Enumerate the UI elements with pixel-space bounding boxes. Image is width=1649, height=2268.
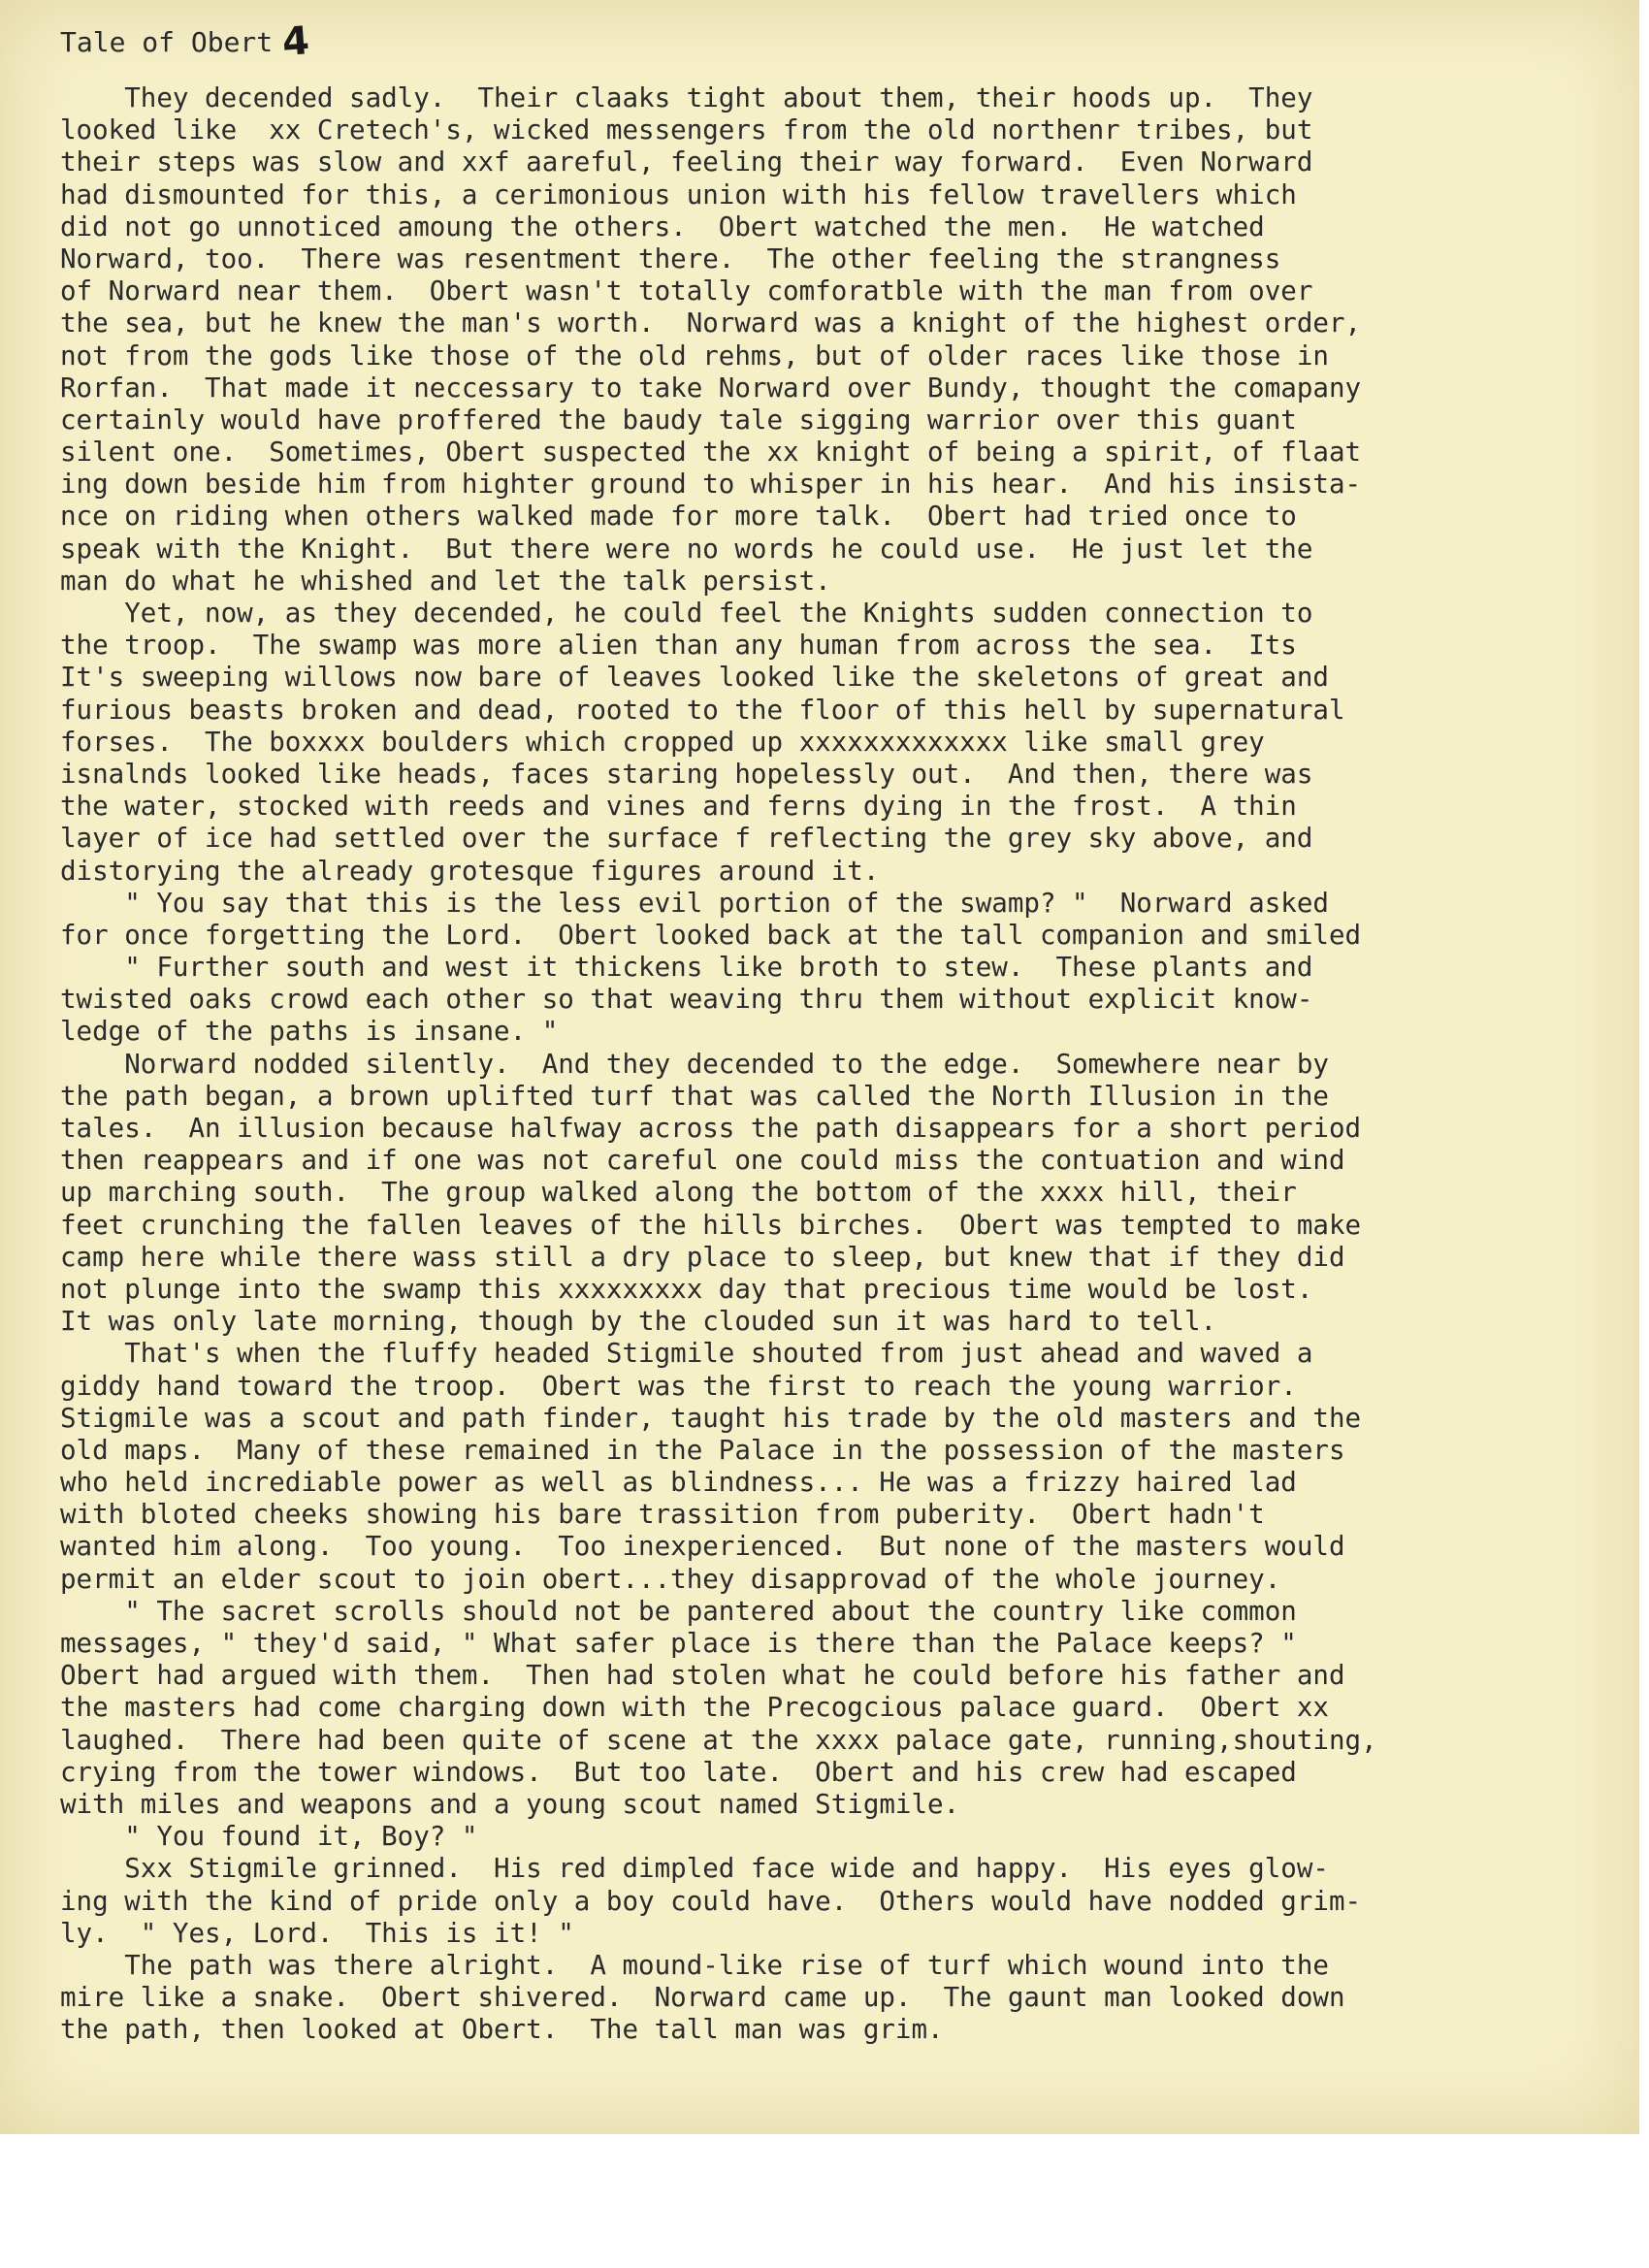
page-header: [60, 19, 309, 64]
text-line: " The sacret scrolls should not be pantered about the country like common: [60, 1595, 1297, 1627]
text-line: " You found it, Boy? ": [60, 1821, 478, 1853]
text-line: forses. The boxxxx boulders which cropped up xxxxxxxxxxxxx like small grey: [60, 726, 1265, 758]
text-line: twisted oaks crowd each other so that weaving thru them without explicit know-: [60, 984, 1313, 1016]
text-line: their steps was slow and xxf aareful, feeling their way forward. Even Norward: [60, 146, 1313, 178]
text-line: up marching south. The group walked along the bottom of the xxxx hill, their: [60, 1177, 1297, 1209]
text-line: Obert had argued with them. Then had stolen what he could before his father and: [60, 1660, 1345, 1692]
text-line: " You say that this is the less evil portion of the swamp? " Norward asked: [60, 887, 1329, 919]
text-line: Norward, too. There was resentment there. The other feeling the strangness: [60, 243, 1281, 275]
text-line: Yet, now, as they decended, he could feel the Knights sudden connection to: [60, 598, 1313, 629]
text-line: crying from the tower windows. But too late. Obert and his crew had escaped: [60, 1756, 1297, 1788]
text-line: mire like a snake. Obert shivered. Norward came up. The gaunt man looked down: [60, 1982, 1345, 2014]
text-line: messages, " they'd said, " What safer place is there than the Palace keeps? ": [60, 1628, 1297, 1659]
text-line: ing with the kind of pride only a boy could have. Others would have nodded grim-: [60, 1885, 1362, 1917]
text-line: then reappears and if one was not careful one could miss the contuation and wind: [60, 1145, 1345, 1177]
text-line: tales. An illusion because halfway across the path disappears for a short period: [60, 1113, 1362, 1144]
text-line: the troop. The swamp was more alien than any human from across the sea. Its: [60, 630, 1297, 662]
page-number: 4: [280, 18, 311, 65]
text-line: giddy hand toward the troop. Obert was the first to reach the young warrior.: [60, 1370, 1297, 1402]
text-line: permit an elder scout to join obert...they disapprovad of the whole journey.: [60, 1563, 1281, 1595]
text-line: furious beasts broken and dead, rooted to the floor of this hell by supernatural: [60, 694, 1345, 726]
text-line: feet crunching the fallen leaves of the hills birches. Obert was tempted to make: [60, 1209, 1362, 1241]
text-line: not from the gods like those of the old rehms, but of older races like those in: [60, 340, 1329, 372]
text-line: silent one. Sometimes, Obert suspected the xx knight of being a spirit, of flaat: [60, 437, 1362, 469]
text-line: It's sweeping willows now bare of leaves looked like the skeletons of great and: [60, 662, 1329, 694]
typed-story-text: [60, 82, 1622, 2046]
text-line: man do what he whished and let the talk persist.: [60, 565, 831, 597]
text-line: ly. " Yes, Lord. This is it! ": [60, 1917, 574, 1949]
text-line: wanted him along. Too young. Too inexperienced. But none of the masters would: [60, 1531, 1345, 1563]
document-title: Tale of Obert: [60, 25, 274, 58]
text-line: ledge of the paths is insane. ": [60, 1016, 559, 1048]
text-line: That's when the fluffy headed Stigmile shouted from just ahead and waved a: [60, 1338, 1313, 1370]
text-line: They decended sadly. Their claaks tight about them, their hoods up. They: [60, 82, 1313, 113]
text-line: isnalnds looked like heads, faces staring hopelessly out. And then, there was: [60, 758, 1313, 790]
text-line: old maps. Many of these remained in the Palace in the possession of the masters: [60, 1434, 1345, 1466]
text-line: certainly would have proffered the baudy tale sigging warrior over this guant: [60, 404, 1297, 436]
text-line: the water, stocked with reeds and vines and ferns dying in the frost. A thin: [60, 791, 1297, 823]
text-line: the sea, but he knew the man's worth. Norward was a knight of the highest order,: [60, 308, 1362, 340]
text-line: for once forgetting the Lord. Obert looked back at the tall companion and smiled: [60, 919, 1362, 951]
text-line: Sxx Stigmile grinned. His red dimpled face wide and happy. His eyes glow-: [60, 1853, 1329, 1885]
text-line: the path, then looked at Obert. The tall man was grim.: [60, 2014, 944, 2046]
text-line: distorying the already grotesque figures around it.: [60, 855, 880, 887]
text-line: of Norward near them. Obert wasn't totally comforatble with the man from over: [60, 275, 1313, 308]
text-line: not plunge into the swamp this xxxxxxxxx day that precious time would be lost.: [60, 1273, 1313, 1305]
text-line: laughed. There had been quite of scene at the xxxx palace gate, running,shouting,: [60, 1724, 1377, 1756]
text-line: speak with the Knight. But there were no words he could use. He just let the: [60, 533, 1313, 565]
text-line: nce on riding when others walked made for more talk. Obert had tried once to: [60, 501, 1297, 533]
text-line: with miles and weapons and a young scout named Stigmile.: [60, 1788, 960, 1820]
text-line: " Further south and west it thickens like broth to stew. These plants and: [60, 952, 1313, 984]
text-line: the masters had come charging down with the Precogcious palace guard. Obert xx: [60, 1692, 1329, 1724]
text-line: Stigmile was a scout and path finder, taught his trade by the old masters and the: [60, 1402, 1362, 1434]
text-line: ing down beside him from highter ground to whisper in his hear. And his insista-: [60, 469, 1362, 501]
text-line: had dismounted for this, a cerimonious union with his fellow travellers which: [60, 178, 1297, 211]
text-line: camp here while there wass still a dry place to sleep, but knew that if they did: [60, 1241, 1345, 1273]
text-line: the path began, a brown uplifted turf that was called the North Illusion in the: [60, 1080, 1329, 1112]
text-line: It was only late morning, though by the clouded sun it was hard to tell.: [60, 1306, 1217, 1338]
text-line: layer of ice had settled over the surface f reflecting the grey sky above, and: [60, 823, 1313, 855]
text-line: looked like xx Cretech's, wicked messengers from the old northenr tribes, but: [60, 114, 1313, 146]
text-line: did not go unnoticed amoung the others. Obert watched the men. He watched: [60, 211, 1265, 243]
text-line: who held incrediable power as well as blindness... He was a frizzy haired lad: [60, 1467, 1297, 1499]
text-line: Norward nodded silently. And they decended to the edge. Somewhere near by: [60, 1048, 1329, 1080]
text-line: Rorfan. That made it neccessary to take Norward over Bundy, thought the comapany: [60, 372, 1362, 404]
text-line: The path was there alright. A mound-like rise of turf which wound into the: [60, 1949, 1329, 1981]
text-line: with bloted cheeks showing his bare trassition from puberity. Obert hadn't: [60, 1499, 1265, 1531]
